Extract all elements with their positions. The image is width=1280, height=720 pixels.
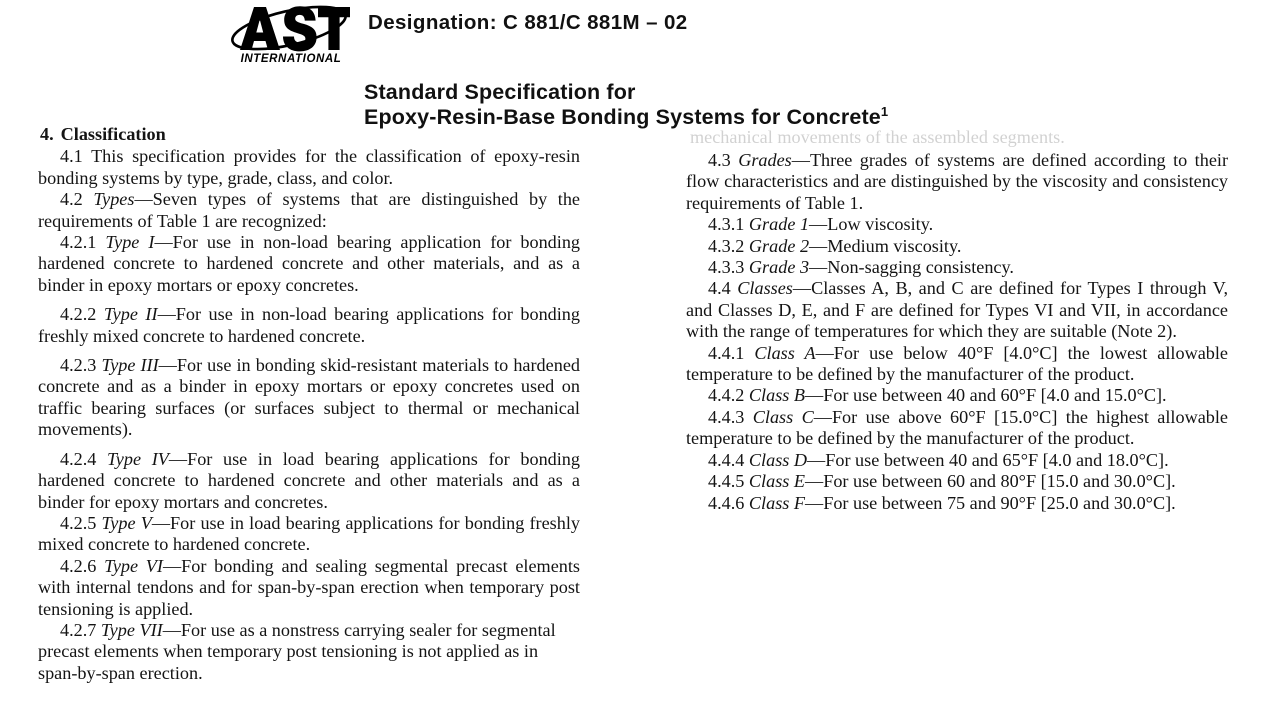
paragraph-4-2-2: 4.2.2 Type II—For use in non-load bearing applications for bonding freshly mixed concrete to hardened concrete. — [38, 304, 580, 346]
designation-label: Designation: C 881/C 881M – 02 — [368, 11, 688, 34]
paragraph-4-2: 4.2 Types—Seven types of systems that are distinguished by the requirements of Table 1 are recognized: — [38, 189, 581, 231]
title-line-2-text: Epoxy-Resin-Base Bonding Systems for Concrete — [364, 105, 881, 129]
paragraph-4-4-3: 4.4.3 Class C—For use above 60°F [15.0°C] the highest allowable temperature to be defined by the manufacturer of the product. — [686, 406, 1229, 449]
clipped-line-artifact: mechanical movements of the assembled segments. — [690, 127, 1065, 147]
paragraph-4-4-4: 4.4.4 Class D—For use between 40 and 65°F [4.0 and 18.0°C]. — [708, 449, 1169, 470]
section-number: 4. — [40, 124, 54, 144]
paragraph-4-4-6: 4.4.6 Class F—For use between 75 and 90°F [25.0 and 30.0°C]. — [708, 492, 1176, 513]
paragraph-4-3-2: 4.3.2 Grade 2—Medium viscosity. — [708, 235, 962, 256]
astm-logo — [228, 2, 354, 66]
left-text-column — [38, 124, 580, 684]
section-title: Classification — [60, 124, 166, 144]
paragraph-4-4: 4.4 Classes—Classes A, B, and C are defined for Types I through V, and Classes D, E, and F are defined for Types VI and VII, in accordance with the range of temperatures for which they are suitable (Note 2). — [686, 278, 1228, 342]
svg-text:INTERNATIONAL: INTERNATIONAL — [240, 53, 342, 65]
title-footnote-marker: 1 — [880, 103, 889, 119]
paragraph-4-4-2: 4.4.2 Class B—For use between 40 and 60°F [4.0 and 15.0°C]. — [708, 385, 1167, 406]
paragraph-4-1: 4.1 This specification provides for the classification of epoxy-resin bonding systems by type, grade, class, and color. — [38, 146, 580, 188]
paragraph-4-2-5: 4.2.5 Type V—For use in load bearing applications for bonding freshly mixed concrete to hardened concrete. — [38, 512, 581, 555]
paragraph-4-2-4: 4.2.4 Type IV—For use in load bearing applications for bonding hardened concrete to hardened concrete and other materials and as a binder for epoxy mortars and concretes. — [38, 448, 580, 512]
paragraph-4-2-1: 4.2.1 Type I—For use in non-load bearing application for bonding hardened concrete to hardened concrete and other materials, and as a binder in epoxy mortars or epoxy concretes. — [38, 232, 581, 295]
paragraph-4-3-3: 4.3.3 Grade 3—Non-sagging consistency. — [708, 257, 1014, 278]
right-text-column — [686, 150, 1228, 514]
document-header — [0, 0, 1280, 72]
section-heading-classification — [38, 124, 580, 145]
document-title — [364, 80, 888, 130]
title-line-1: Standard Specification for — [364, 80, 636, 104]
paragraph-4-2-7: 4.2.7 Type VII—For use as a nonstress carrying sealer for segmental precast elements when temporary post tensioning is not applied as in span-by-span erection. — [38, 619, 556, 683]
astm-logo-icon — [228, 2, 354, 66]
paragraph-4-4-5: 4.4.5 Class E—For use between 60 and 80°F [15.0 and 30.0°C]. — [708, 471, 1176, 492]
paragraph-4-3: 4.3 Grades—Three grades of systems are defined according to their flow characteristics and are distinguished by the viscosity and consistency requirements of Table 1. — [686, 150, 1229, 213]
paragraph-4-2-3: 4.2.3 Type III—For use in bonding skid-resistant materials to hardened concrete and as a binder in epoxy mortars or epoxy concretes used on traffic bearing surfaces (or surfaces subject to thermal or mechanical movements). — [38, 355, 580, 440]
paragraph-4-3-1: 4.3.1 Grade 1—Low viscosity. — [708, 214, 934, 235]
paragraph-4-2-6: 4.2.6 Type VI—For bonding and sealing segmental precast elements with internal tendons and for span-by-span erection when temporary post tensioning is applied. — [38, 555, 580, 619]
paragraph-4-4-1: 4.4.1 Class A—For use below 40°F [4.0°C] the lowest allowable temperature to be defined by the manufacturer of the product. — [686, 342, 1229, 385]
